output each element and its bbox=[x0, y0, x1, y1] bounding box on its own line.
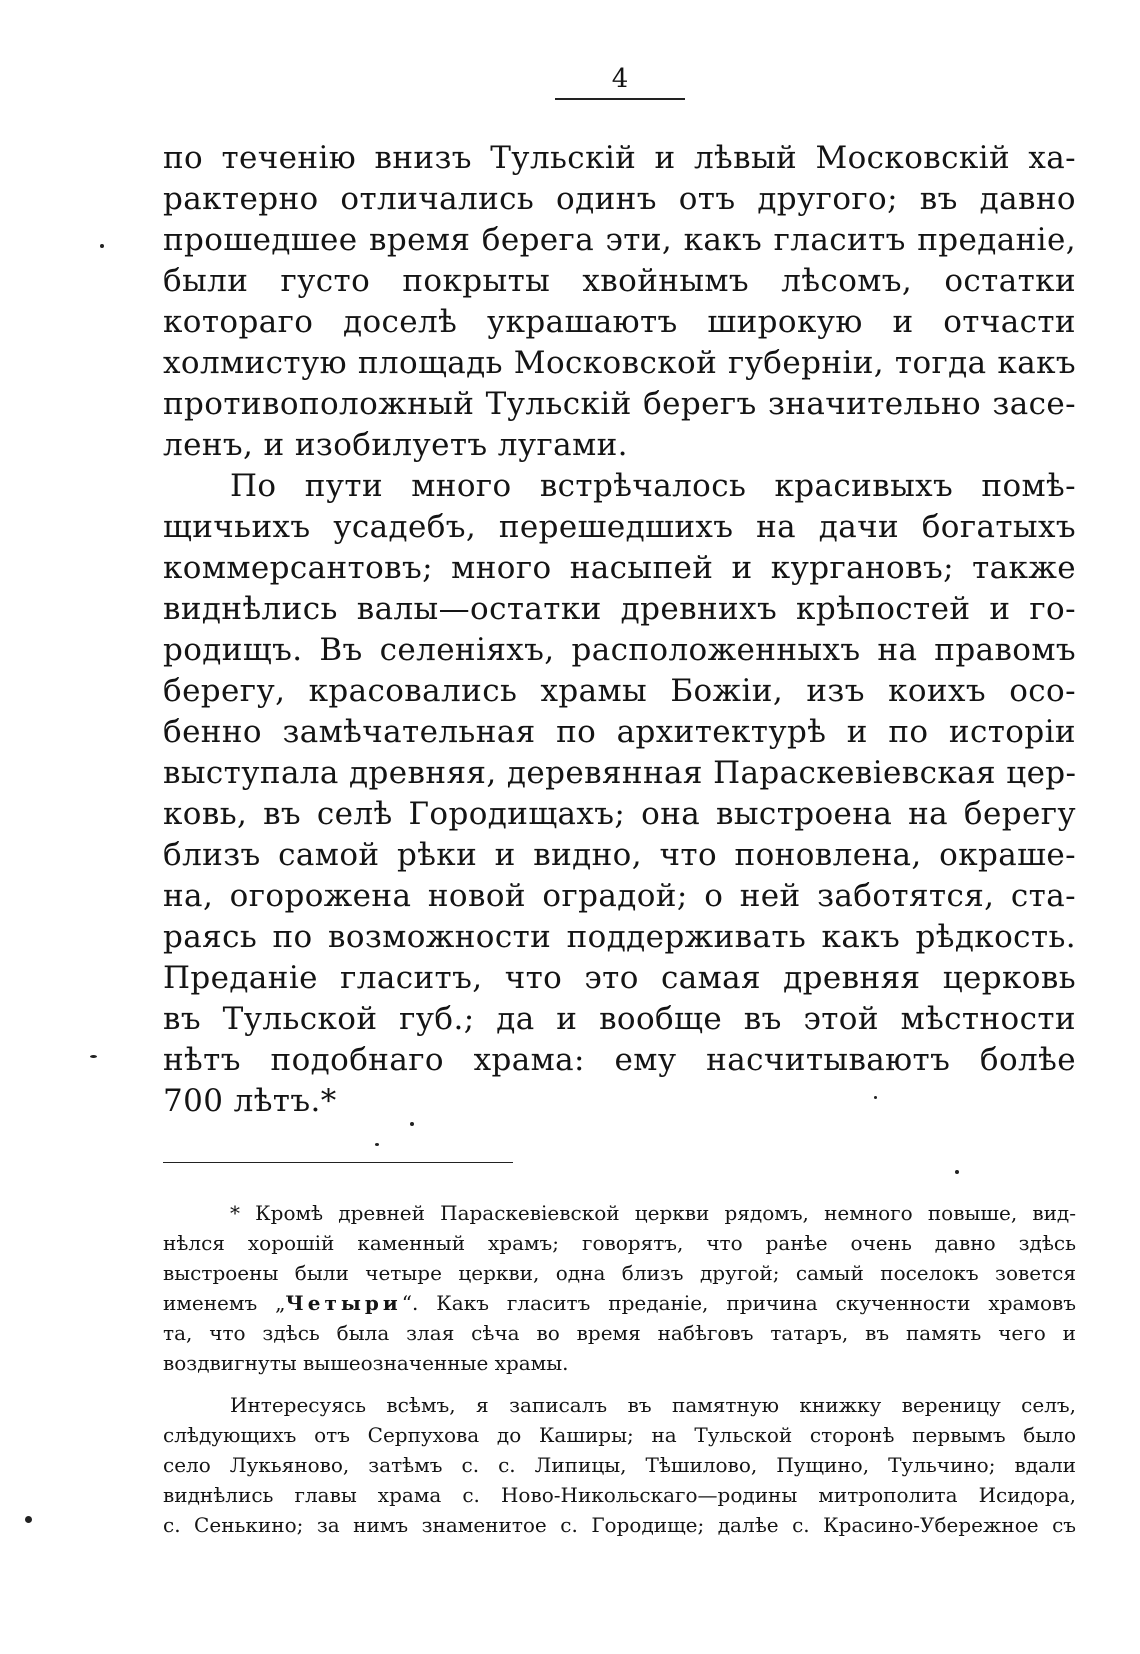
text-line: берегу, красовались храмы Божіи, изъ коихъ осо- bbox=[163, 673, 1076, 709]
text-line: раясь по возможности поддерживать какъ рѣдкость. bbox=[163, 919, 1076, 955]
scan-speck bbox=[955, 1170, 959, 1174]
footnote-text: “. Какъ гласитъ преданіе, причина скученности храмовъ bbox=[401, 1291, 1076, 1315]
footnote-line: воздвигнуты вышеозначенные храмы. bbox=[163, 1351, 569, 1375]
paragraph-1 bbox=[163, 138, 1076, 466]
text-line: 700 лѣтъ.* bbox=[163, 1083, 337, 1119]
text-line: рактерно отличались одинъ отъ другого; въ давно bbox=[163, 181, 1076, 217]
footnote-line: слѣдующихъ отъ Серпухова до Каширы; на Тульской сторонѣ первымъ было bbox=[163, 1423, 1076, 1447]
text-line: въ Тульской губ.; да и вообще въ этой мѣстности bbox=[163, 1001, 1076, 1037]
text-line: противоположный Тульскій берегъ значительно засе- bbox=[163, 386, 1076, 422]
footnote-line: * Кромѣ древней Параскевіевской церкви рядомъ, немного повыше, вид- bbox=[230, 1201, 1076, 1225]
scan-speck bbox=[25, 1516, 32, 1523]
text-line: нѣтъ подобнаго храма: ему насчитываютъ болѣе bbox=[163, 1042, 1076, 1078]
text-line: По пути много встрѣчалось красивыхъ помѣ- bbox=[230, 468, 1076, 504]
footnote-line: виднѣлись главы храма с. Ново-Никольскаго—родины митрополита Исидора, bbox=[163, 1483, 1076, 1507]
footnote-line: та, что здѣсь была злая сѣча во время набѣговъ татаръ, въ память чего и bbox=[163, 1321, 1076, 1345]
text-line: коммерсантовъ; много насыпей и кургановъ; также bbox=[163, 550, 1076, 586]
text-line: родищъ. Въ селеніяхъ, расположенныхъ на правомъ bbox=[163, 632, 1076, 668]
footnote-line: с. Сенькино; за нимъ знаменитое с. Городище; далѣе с. Красино-Убережное съ bbox=[163, 1513, 1076, 1537]
footnote-text: именемъ „ bbox=[163, 1291, 286, 1315]
scan-speck bbox=[90, 1055, 97, 1058]
footnote-separator bbox=[163, 1162, 513, 1163]
text-line: холмистую площадь Московской губерніи, тогда какъ bbox=[163, 345, 1076, 381]
footnote-line bbox=[163, 1288, 1076, 1318]
scan-speck bbox=[375, 1143, 379, 1146]
footnote-line: Интересуясь всѣмъ, я записалъ въ памятную книжку вереницу селъ, bbox=[230, 1393, 1076, 1417]
text-line: Преданіе гласитъ, что это самая древняя церковь bbox=[163, 960, 1076, 996]
footnote-gap bbox=[163, 1378, 1076, 1390]
footnote-line: нѣлся хорошій каменный храмъ; говорятъ, что ранѣе очень давно здѣсь bbox=[163, 1231, 1076, 1255]
text-line: на, огорожена новой оградой; о ней заботятся, ста- bbox=[163, 878, 1076, 914]
text-line: щичьихъ усадебъ, перешедшихъ на дачи богатыхъ bbox=[163, 509, 1076, 545]
scan-speck bbox=[410, 1122, 414, 1126]
village-name: Четыри bbox=[285, 1291, 402, 1315]
footnotes bbox=[163, 1198, 1076, 1540]
text-line: по теченію внизъ Тульскій и лѣвый Московскій ха- bbox=[163, 140, 1076, 176]
main-text bbox=[163, 138, 1076, 1122]
footnote-line: село Лукьяново, затѣмъ с. с. Липицы, Тѣшилово, Пущино, Тульчино; вдали bbox=[163, 1453, 1076, 1477]
scan-speck bbox=[874, 1096, 877, 1099]
footnote-1 bbox=[163, 1198, 1076, 1378]
text-line: выступала древняя, деревянная Параскевіевская цер- bbox=[163, 755, 1077, 791]
text-line: прошедшее время берега эти, какъ гласитъ преданіе, bbox=[163, 222, 1076, 258]
footnote-2 bbox=[163, 1390, 1076, 1540]
paragraph-2 bbox=[163, 466, 1076, 1122]
text-line: котораго доселѣ украшаютъ широкую и отчасти bbox=[163, 304, 1076, 340]
text-line: близъ самой рѣки и видно, что поновлена, окраше- bbox=[163, 837, 1076, 873]
page-number: 4 bbox=[611, 64, 629, 94]
scan-speck bbox=[100, 244, 104, 248]
text-line: бенно замѣчательная по архитектурѣ и по исторіи bbox=[163, 714, 1076, 750]
text-line: ковь, въ селѣ Городищахъ; она выстроена на берегу bbox=[163, 796, 1076, 832]
footnote-line: выстроены были четыре церкви, одна близъ другой; самый поселокъ зовется bbox=[163, 1261, 1076, 1285]
text-line: были густо покрыты хвойнымъ лѣсомъ, остатки bbox=[163, 263, 1076, 299]
page-number-rule bbox=[555, 98, 685, 100]
text-line: ленъ, и изобилуетъ лугами. bbox=[163, 427, 628, 463]
text-line: виднѣлись валы—остатки древнихъ крѣпостей и го- bbox=[163, 591, 1076, 627]
